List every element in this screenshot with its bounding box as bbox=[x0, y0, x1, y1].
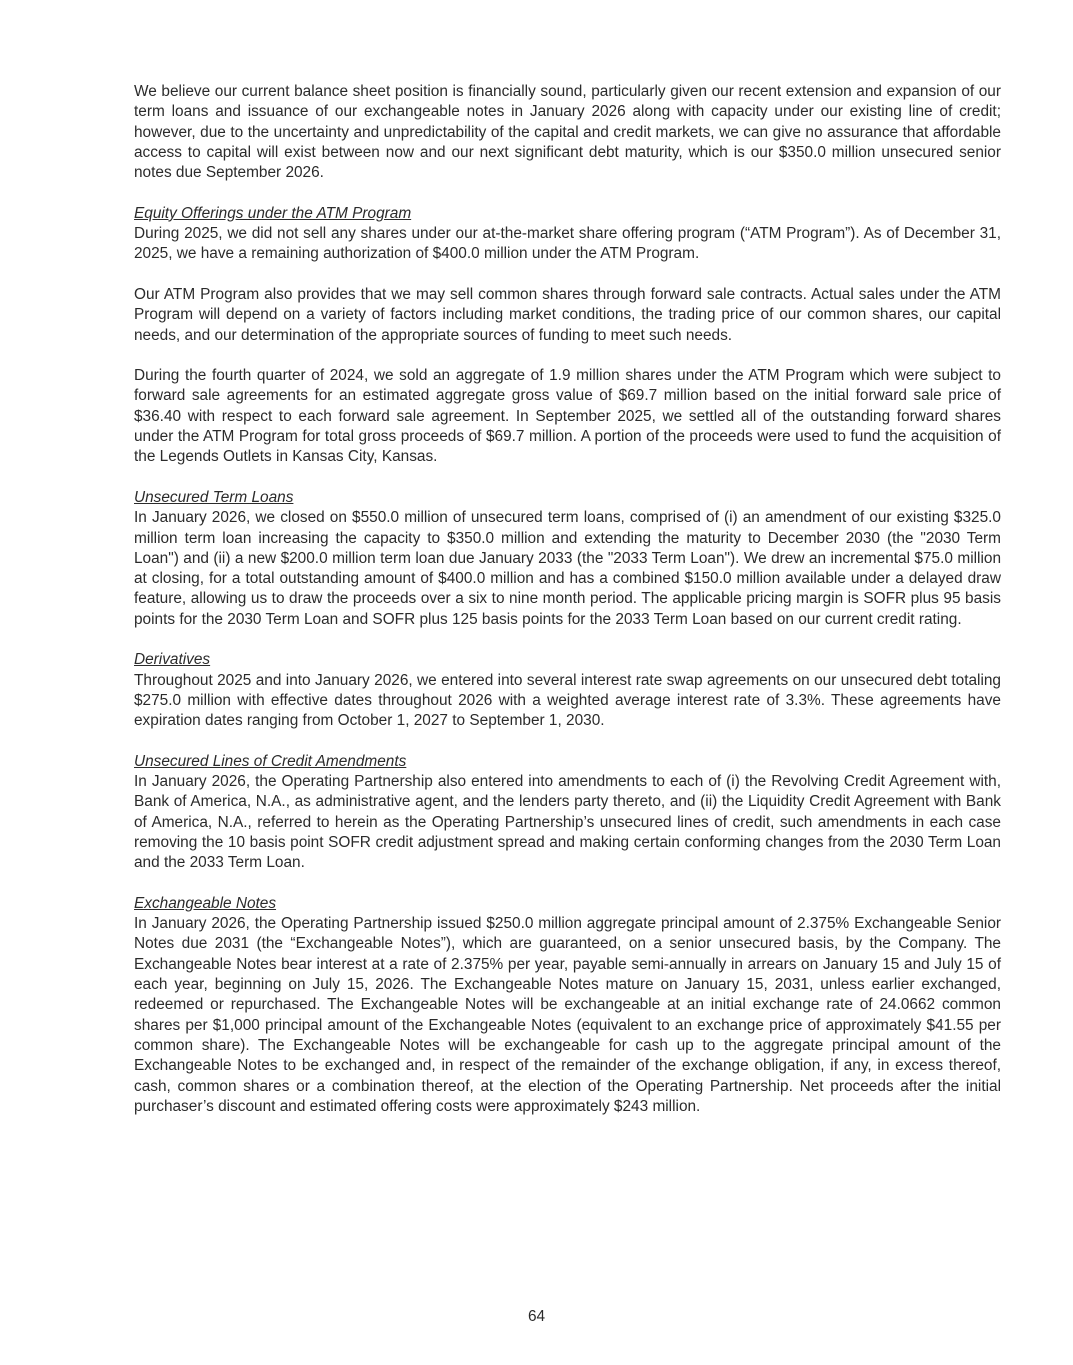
section-heading: Unsecured Term Loans bbox=[134, 488, 294, 506]
paragraph: Our ATM Program also provides that we may sell common shares through forward sale contracts. Actual sales under the ATM Program will depend on a variety of factors including market conditions, the trading price of our common shares, our capital needs, and our determination of the appropriate sources of funding to meet such needs. bbox=[134, 285, 1001, 344]
section-equity-offerings bbox=[134, 204, 1001, 468]
paragraph: In January 2026, we closed on $550.0 million of unsecured term loans, comprised of (i) an amendment of our existing $325.0 million term loan increasing the capacity to $350.0 million and extending the maturity to December 2030 (the "2030 Term Loan") and (ii) a new $200.0 million term loan due January 2033 (the "2033 Term Loan"). We drew an incremental $75.0 million at closing, for a total outstanding amount of $400.0 million and has a combined $150.0 million available under a delayed draw feature, allowing us to draw the proceeds over a six to nine month period. The applicable pricing margin is SOFR plus 95 basis points for the 2030 Term Loan and SOFR plus 125 basis points for the 2033 Term Loan based on our current credit rating. bbox=[134, 509, 1001, 628]
paragraph: During 2025, we did not sell any shares under our at-the-market share offering program (“ATM Program”). As of December 31, 2025, we have a remaining authorization of $400.0 million under the ATM Program. bbox=[134, 225, 1001, 263]
section-heading: Equity Offerings under the ATM Program bbox=[134, 204, 412, 222]
intro-paragraph: We believe our current balance sheet position is financially sound, particularly given our recent extension and expansion of our term loans and issuance of our exchangeable notes in January 2026 along with capacity under our existing line of credit; however, due to the uncertainty and unpredictability of the capital and credit markets, we can give no assurance that affordable access to capital will exist between now and our next significant debt maturity, which is our $350.0 million unsecured senior notes due September 2026. bbox=[134, 83, 1001, 182]
section-heading: Exchangeable Notes bbox=[134, 894, 277, 912]
section-exchangeable-notes bbox=[134, 894, 1001, 1117]
section-heading: Derivatives bbox=[134, 651, 211, 669]
section-unsecured-term-loans bbox=[134, 488, 1001, 630]
paragraph: During the fourth quarter of 2024, we sold an aggregate of 1.9 million shares under the ATM Program which were subject to forward sale agreements for an estimated aggregate gross value of $69.7 million based on the initial forward sale price of $36.40 with respect to each forward sale agreement. In September 2025, we settled all of the outstanding forward shares under the ATM Program for total gross proceeds of $69.7 million. A portion of the proceeds were used to fund the acquisition of the Legends Outlets in Kansas City, Kansas. bbox=[134, 367, 1001, 466]
section-lines-of-credit-amendments bbox=[134, 752, 1001, 874]
paragraph: Throughout 2025 and into January 2026, we entered into several interest rate swap agreements on our unsecured debt totaling $275.0 million with effective dates throughout 2026 with a weighted average interest rate of 3.3%. These agreements have expiration dates ranging from October 1, 2027 to September 1, 2030. bbox=[134, 671, 1001, 730]
document-page bbox=[134, 82, 1001, 1137]
paragraph: In January 2026, the Operating Partnership issued $250.0 million aggregate principal amount of 2.375% Exchangeable Senior Notes due 2031 (the “Exchangeable Notes”), which are guaranteed, on a senior unsecured basis, by the Company. The Exchangeable Notes bear interest at a rate of 2.375% per year, payable semi-annually in arrears on January 15 and July 15 of each year, beginning on July 15, 2026. The Exchangeable Notes mature on January 15, 2031, unless earlier exchanged, redeemed or repurchased. The Exchangeable Notes will be exchangeable at an initial exchange rate of 24.0662 common shares per $1,000 principal amount of the Exchangeable Notes (equivalent to an exchange price of approximately $41.55 per common share). The Exchangeable Notes will be exchangeable for cash up to the aggregate principal amount of the Exchangeable Notes to be exchanged and, in respect of the remainder of the exchange obligation, if any, in excess thereof, cash, common shares or a combination thereof, at the election of the Operating Partnership. Net proceeds after the initial purchaser’s discount and estimated offering costs were approximately $243 million. bbox=[134, 915, 1001, 1115]
section-heading: Unsecured Lines of Credit Amendments bbox=[134, 752, 407, 770]
page-number: 64 bbox=[527, 1308, 546, 1325]
section-derivatives bbox=[134, 650, 1001, 731]
paragraph: In January 2026, the Operating Partnership also entered into amendments to each of (i) the Revolving Credit Agreement with, Bank of America, N.A., as administrative agent, and the lenders party thereto, and (ii) the Liquidity Credit Agreement with Bank of America, N.A., referred to herein as the Operating Partnership’s unsecured lines of credit, such amendments in each case removing the 10 basis point SOFR credit adjustment spread and making certain conforming changes from the 2030 Term Loan and the 2033 Term Loan. bbox=[134, 773, 1001, 872]
